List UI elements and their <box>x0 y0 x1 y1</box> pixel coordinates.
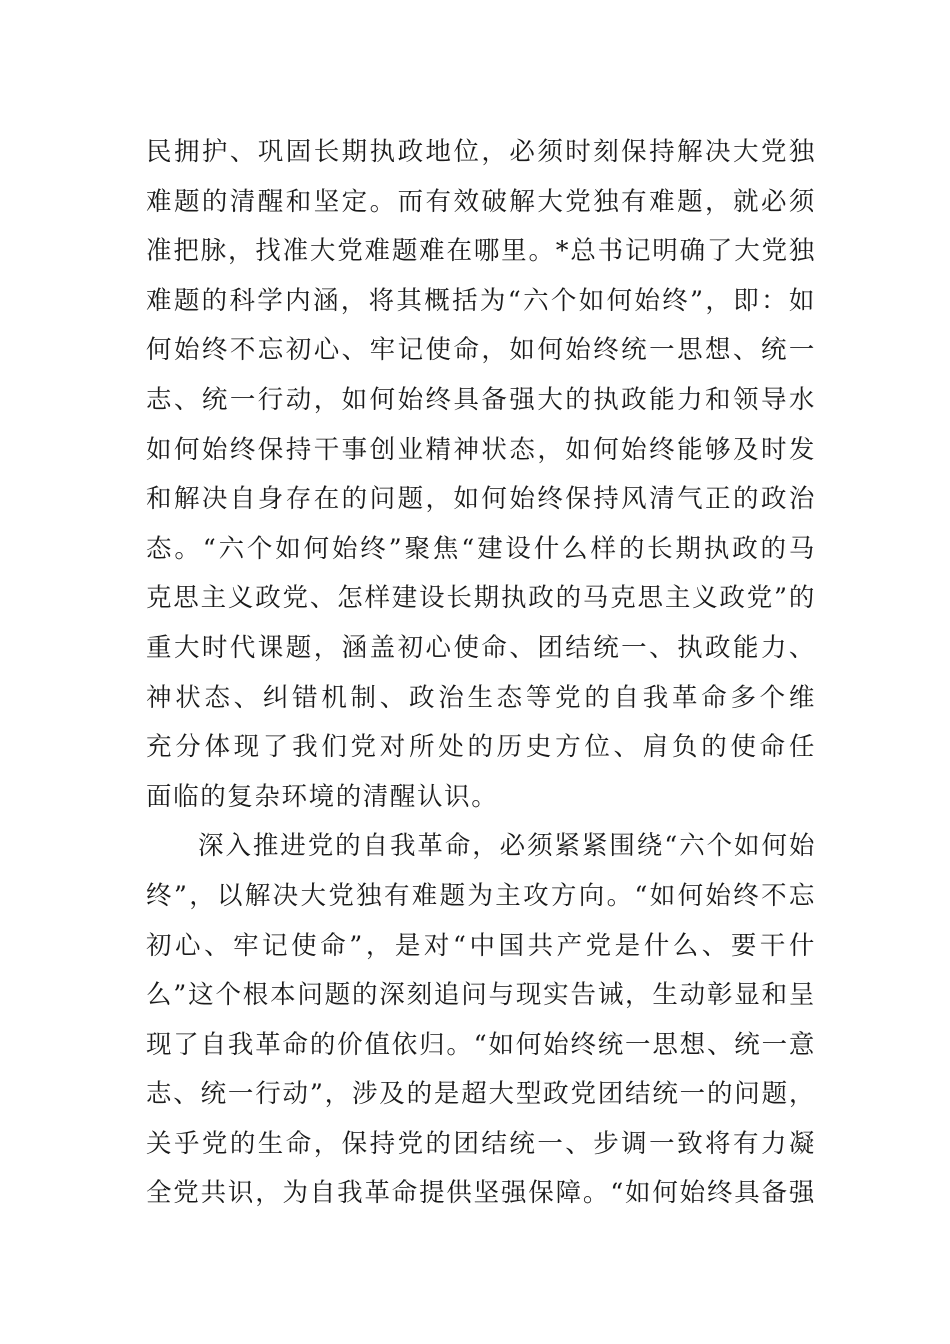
text-line: 现了自我革命的价值依归。“如何始终统一思想、统一意 <box>146 1029 816 1060</box>
text-line: 克思主义政党、怎样建设长期执政的马克思主义政党”的 <box>146 583 816 614</box>
text-line: 终”，以解决大党独有难题为主攻方向。“如何始终不忘 <box>146 880 816 911</box>
text-line: 志、统一行动”，涉及的是超大型政党团结统一的问题， <box>146 1079 816 1110</box>
body-text <box>146 128 816 1219</box>
text-line: 如何始终保持干事创业精神状态，如何始终能够及时发 <box>146 434 816 465</box>
text-line: 初心、牢记使命”，是对“中国共产党是什么、要干什 <box>146 930 816 961</box>
text-line: 重大时代课题，涵盖初心使命、团结统一、执政能力、 <box>146 632 816 663</box>
text-line: 态。“六个如何始终”聚焦“建设什么样的长期执政的马 <box>146 533 816 564</box>
text-line: 民拥护、巩固长期执政地位，必须时刻保持解决大党独 <box>146 137 816 167</box>
text-line: 全党共识，为自我革命提供坚强保障。“如何始终具备强 <box>146 1178 816 1209</box>
paragraph-1 <box>146 128 816 822</box>
text-line: 关乎党的生命，保持党的团结统一、步调一致将有力凝 <box>146 1128 816 1159</box>
text-line: 面临的复杂环境的清醒认识。 <box>146 781 499 812</box>
text-line: 难题的科学内涵，将其概括为“六个如何始终”，即：如 <box>146 285 816 316</box>
text-line: 充分体现了我们党对所处的历史方位、肩负的使命任 <box>146 732 816 763</box>
text-line: 神状态、纠错机制、政治生态等党的自我革命多个维 <box>146 682 816 713</box>
paragraph-2 <box>146 822 816 1219</box>
text-line: 和解决自身存在的问题，如何始终保持风清气正的政治 <box>146 484 816 515</box>
text-line: 何始终不忘初心、牢记使命，如何始终统一思想、统一 <box>146 335 816 366</box>
text-line: 准把脉，找准大党难题难在哪里。*总书记明确了大党独 <box>146 236 816 267</box>
text-line: 么”这个根本问题的深刻追问与现实告诫，生动彰显和呈 <box>146 980 816 1011</box>
text-line: 志、统一行动，如何始终具备强大的执政能力和领导水 <box>146 384 816 415</box>
text-line: 深入推进党的自我革命，必须紧紧围绕“六个如何始 <box>198 831 816 862</box>
text-line: 难题的清醒和坚定。而有效破解大党独有难题，就必须 <box>146 186 816 217</box>
